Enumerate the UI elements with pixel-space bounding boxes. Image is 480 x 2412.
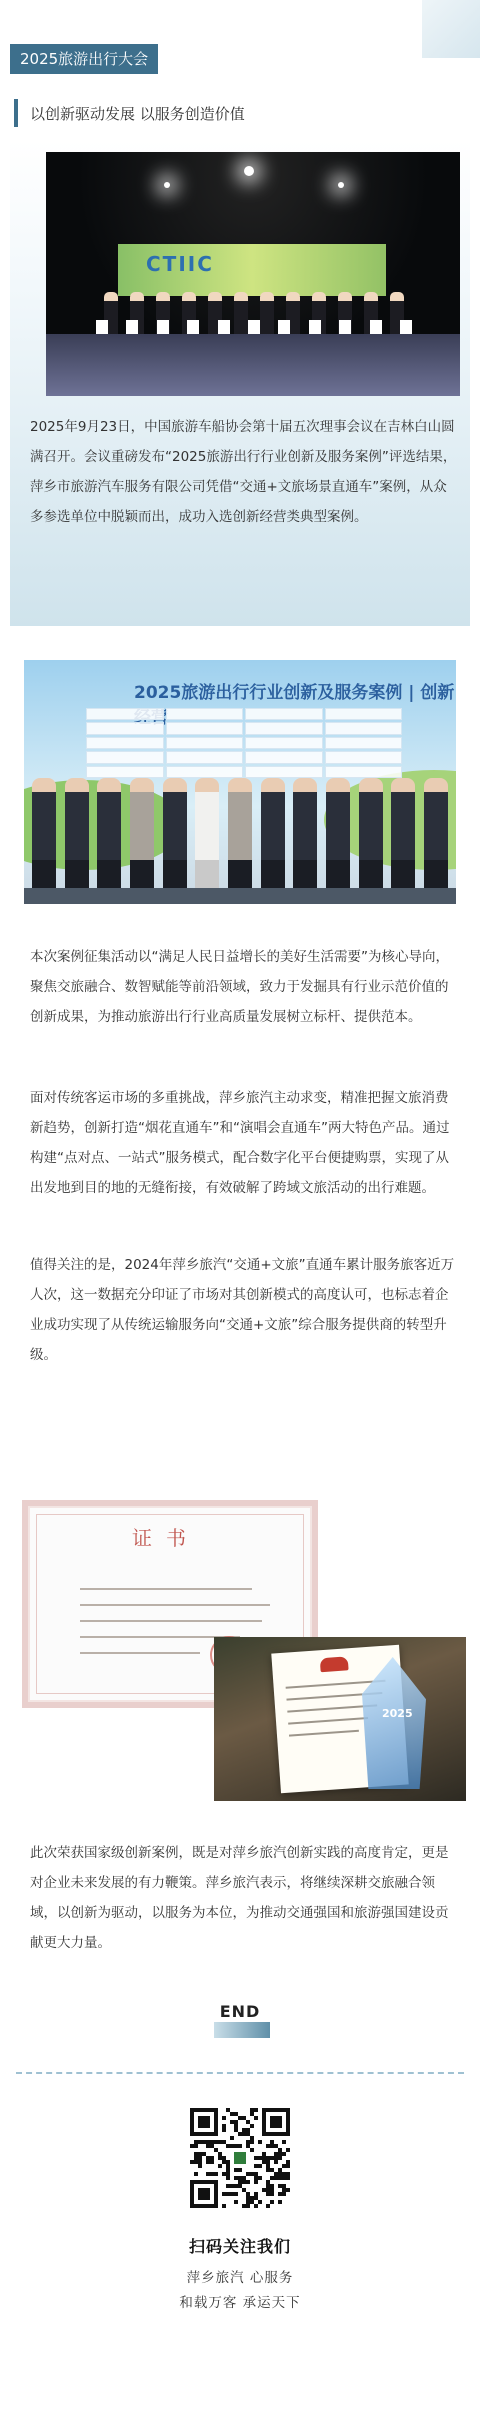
subheading (14, 98, 245, 128)
table-cell (245, 751, 323, 763)
subheading-bar (14, 99, 18, 127)
paragraph-3: 面对传统客运市场的多重挑战，萍乡旅汽主动求变，精准把握文旅消费新趋势，创新打造“烟花直通车”和“演唱会直通车”两大特色产品。通过构建“点对点、一站式”服务模式，配合数字化平台便捷购票，实现了从出发地到目的地的无缝衔接，有效破解了跨域文旅活动的出行难题。 (30, 1090, 450, 1196)
person (228, 778, 252, 892)
person (424, 778, 448, 892)
stage-floor (24, 888, 456, 904)
dashed-divider (16, 2072, 464, 2074)
award-group-photo (24, 660, 456, 904)
backdrop-banner-title: 2025旅游出行行业创新及服务案例 | 创新 (134, 683, 455, 703)
conference-stage-photo (46, 152, 460, 396)
certificate-text-line (80, 1604, 270, 1606)
paragraph-2: 本次案例征集活动以“满足人民日益增长的美好生活需要”为核心导向，聚焦交旅融合、数智赋能等前沿领域，致力于发掘具有行业示范价值的创新成果，为推动旅游出行行业高质量发展树立标杆、提供范本。 (30, 949, 449, 1025)
award-recipients (32, 778, 448, 892)
stage-screen-text: CTIIC (146, 252, 214, 276)
person (97, 778, 121, 892)
end-text: END (219, 2002, 261, 2021)
slogan-line-2: 和载万客 承运天下 (179, 2295, 301, 2311)
person (163, 778, 187, 892)
corner-decoration (422, 0, 480, 58)
table-cell (86, 722, 164, 734)
table-cell (86, 708, 164, 720)
document-text-line (289, 1730, 359, 1737)
table-cell (325, 751, 403, 763)
trophy-photo (214, 1637, 466, 1801)
table-cell (86, 737, 164, 749)
person (359, 778, 383, 892)
stage-light (338, 182, 344, 188)
person (391, 778, 415, 892)
document-text-line (288, 1717, 368, 1725)
table-cell (245, 708, 323, 720)
document-emblem (320, 1656, 349, 1672)
end-marker (0, 2002, 480, 2042)
end-underline (214, 2022, 270, 2038)
subheading-text: 以创新驱动发展 以服务创造价值 (30, 104, 245, 123)
table-cell (86, 766, 164, 778)
certificate-text-line (80, 1652, 200, 1654)
qr-code-graphic (190, 2108, 290, 2208)
table-cell (325, 737, 403, 749)
person (195, 778, 219, 892)
certificate-text-line (80, 1588, 252, 1590)
person (130, 778, 154, 892)
paragraph-1: 2025年9月23日，中国旅游车船协会第十届五次理事会议在吉林白山圆满召开。会议重磅发布“2025旅游出行行业创新及服务案例”评选结果，萍乡市旅游汽车服务有限公司凭借“交通+文旅场景直通车”案例，从众多参选单位中脱颖而出，成功入选创新经营类典型案例。 (30, 419, 457, 525)
trophy-label: 2025 (382, 1707, 413, 1720)
person (326, 778, 350, 892)
table-cell (325, 722, 403, 734)
backdrop-list-table (86, 708, 402, 778)
qr-code[interactable] (190, 2108, 290, 2208)
paragraph-4: 值得关注的是，2024年萍乡旅汽“交通+文旅”直通车累计服务旅客近万人次，这一数据充分印证了市场对其创新模式的高度认可，也标志着企业成功实现了从传统运输服务向“交通+文旅”综合服务提供商的转型升级。 (30, 1257, 455, 1363)
table-cell (166, 737, 244, 749)
slogan-line-1: 萍乡旅汽 心服务 (186, 2270, 294, 2286)
certificate-text-line (80, 1620, 262, 1622)
table-cell (245, 722, 323, 734)
table-cell (325, 766, 403, 778)
table-cell (166, 766, 244, 778)
person (261, 778, 285, 892)
table-cell (86, 751, 164, 763)
header-tag: 2025旅游出行大会 (10, 44, 158, 74)
stage-light (164, 182, 170, 188)
certificate-title: 证书 (132, 1526, 200, 1550)
stage-light (244, 166, 254, 176)
table-cell (166, 708, 244, 720)
table-cell (245, 737, 323, 749)
table-cell (166, 722, 244, 734)
person (293, 778, 317, 892)
table-cell (245, 766, 323, 778)
paragraph-5: 此次荣获国家级创新案例，既是对萍乡旅汽创新实践的高度肯定，更是对企业未来发展的有力鞭策。萍乡旅汽表示，将继续深耕交旅融合领域，以创新为驱动，以服务为本位，为推动交通强国和旅游强国建设贡献更大力量。 (30, 1845, 449, 1951)
stage-floor (46, 334, 460, 396)
follow-title: 扫码关注我们 (188, 2237, 291, 2256)
table-cell (166, 751, 244, 763)
person (32, 778, 56, 892)
table-cell (325, 708, 403, 720)
person (65, 778, 89, 892)
